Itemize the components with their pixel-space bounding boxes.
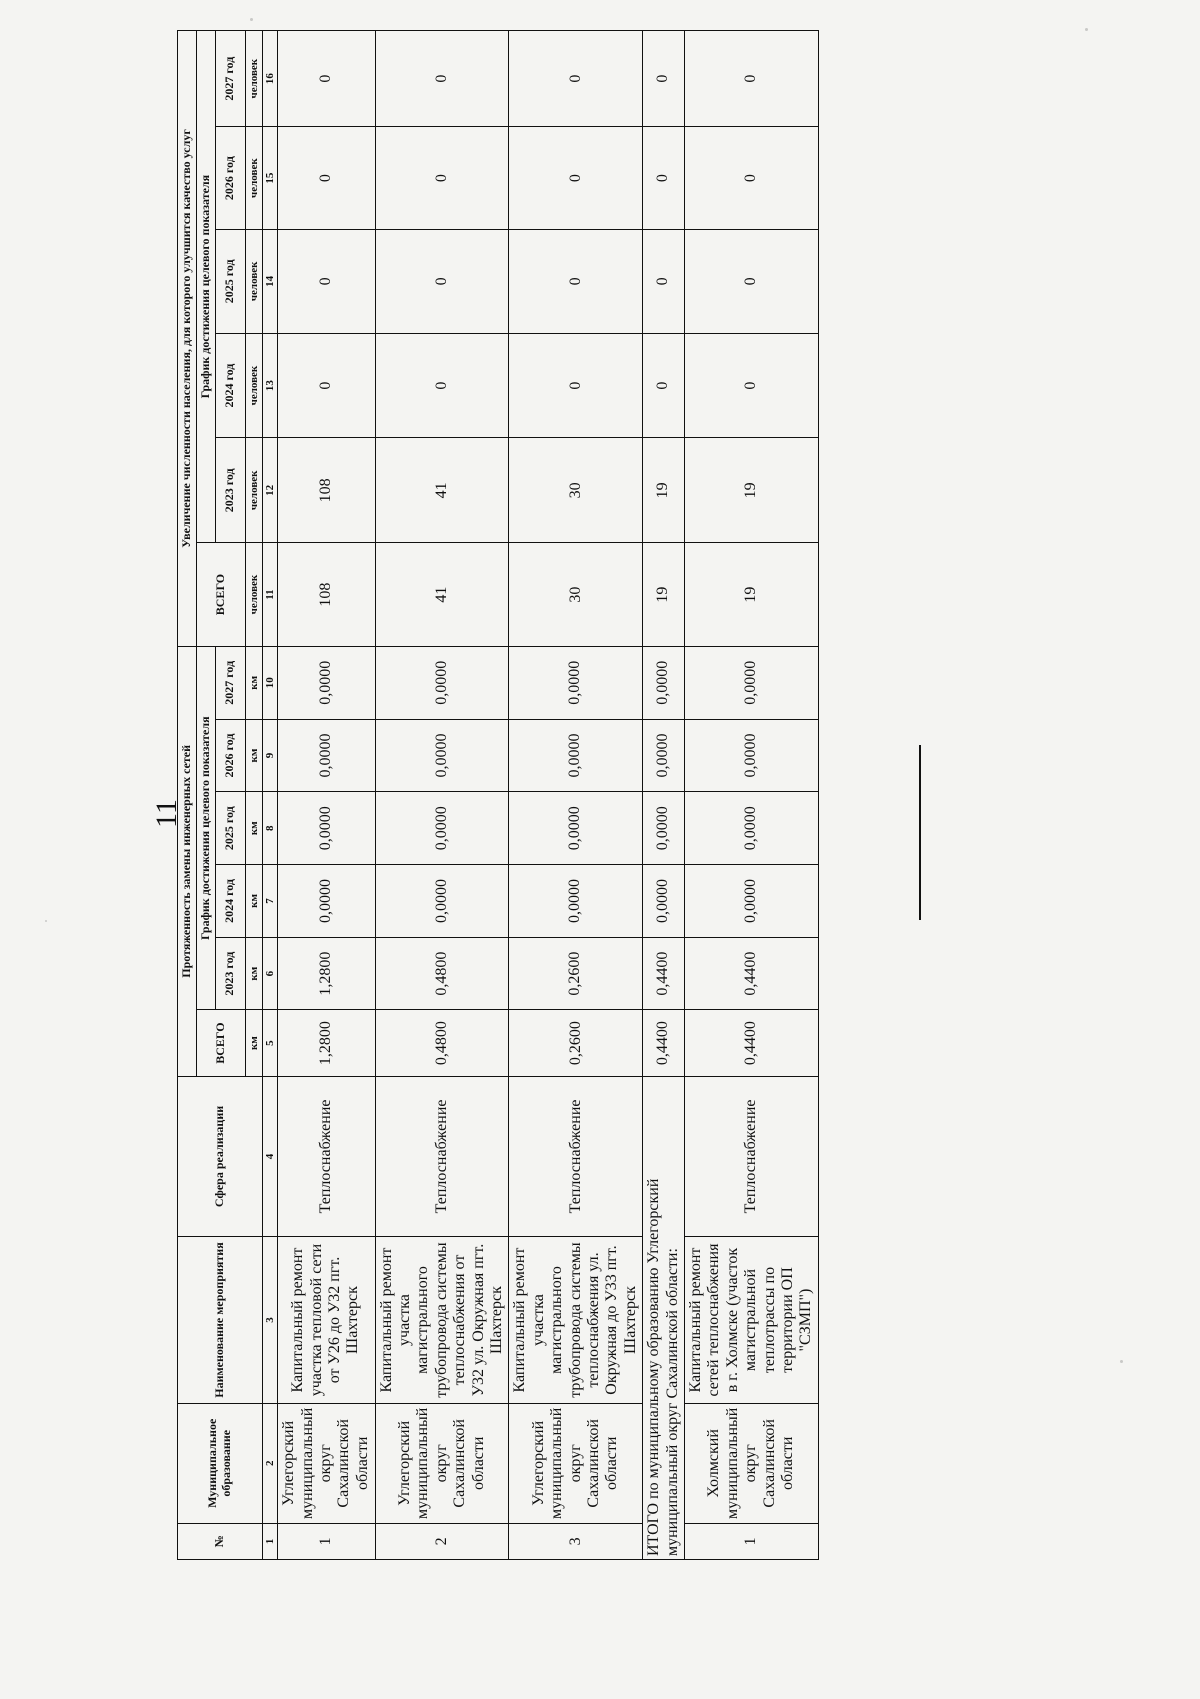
row-people-year: 0 [685,127,819,230]
row-km-year: 0,0000 [685,719,819,792]
column-number-row [262,31,277,1560]
row-km-year: 0,0000 [509,646,643,719]
table-row [277,31,375,1560]
row-municipality: Углегорский муниципальный округ Сахалинской области [277,1403,375,1523]
unit-people: человек [245,543,262,647]
row-km-year: 0,0000 [375,646,509,719]
table-row [375,31,509,1560]
row-people-total: 41 [375,543,509,647]
row-km-year: 0,0000 [277,719,375,792]
row-km-year: 0,0000 [685,792,819,865]
total-people-year: 19 [643,438,685,543]
total-people-year: 0 [643,229,685,333]
row-km-year: 1,2800 [277,937,375,1010]
row-sphere: Теплоснабжение [375,1076,509,1236]
unit-people: человек [245,127,262,230]
row-km-year: 0,4800 [375,937,509,1010]
row-activity: Капитальный ремонт участка магистрального трубопровода системы теплоснабжения ул. Окружная до У33 пгт. Шахтерск [509,1237,643,1404]
row-km-year: 0,0000 [375,792,509,865]
col-header-sphere: Сфера реализации [178,1076,263,1236]
col-number: 10 [262,646,277,719]
col-number: 12 [262,438,277,543]
row-people-year: 0 [375,333,509,438]
row-km-year: 0,2600 [509,937,643,1010]
col-number: 14 [262,229,277,333]
engineering-networks-table [177,30,819,1560]
col-number: 1 [262,1523,277,1559]
row-km-year: 0,0000 [375,865,509,938]
scan-speck [250,18,253,21]
row-municipality: Углегорский муниципальный округ Сахалинской области [375,1403,509,1523]
year-header: 2026 год [215,719,245,792]
col-number: 4 [262,1076,277,1236]
row-people-total: 108 [277,543,375,647]
row-km-year: 0,0000 [509,719,643,792]
unit-km: км [245,646,262,719]
row-sphere: Теплоснабжение [685,1076,819,1236]
year-header: 2027 год [215,646,245,719]
row-km-year: 0,0000 [277,646,375,719]
row-km-year: 0,0000 [685,646,819,719]
page-number: 11 [150,799,183,828]
row-km-total: 0,2600 [509,1010,643,1076]
col-header-no: № [178,1523,263,1559]
year-header: 2026 год [215,127,245,230]
row-no: 3 [509,1523,643,1559]
total-row [643,31,685,1560]
row-people-year: 0 [277,31,375,127]
year-header: 2024 год [215,865,245,938]
col-number: 13 [262,333,277,438]
year-header: 2027 год [215,31,245,127]
scan-speck [1085,28,1088,31]
col-number: 5 [262,1010,277,1076]
row-people-year: 0 [685,31,819,127]
total-people-year: 0 [643,31,685,127]
row-km-total: 0,4400 [685,1010,819,1076]
row-km-year: 0,0000 [277,865,375,938]
row-people-year: 0 [509,31,643,127]
row-people-year: 0 [375,229,509,333]
unit-people: человек [245,438,262,543]
total-km-year: 0,0000 [643,865,685,938]
unit-km: км [245,937,262,1010]
row-km-year: 0,0000 [277,792,375,865]
col-header-km-schedule: График достижения целевого показателя [196,646,215,1010]
row-people-total: 19 [685,543,819,647]
row-people-total: 30 [509,543,643,647]
row-people-year: 0 [509,127,643,230]
scan-speck [1120,1360,1123,1363]
col-number: 9 [262,719,277,792]
unit-km: км [245,719,262,792]
row-km-year: 0,0000 [509,865,643,938]
col-number: 8 [262,792,277,865]
row-people-year: 108 [277,438,375,543]
year-header: 2023 год [215,937,245,1010]
total-km-total: 0,4400 [643,1010,685,1076]
row-people-year: 0 [277,229,375,333]
col-header-municipality: Муниципальное образование [178,1403,263,1523]
row-km-year: 0,0000 [685,865,819,938]
rotated-table-wrapper [177,30,815,1560]
col-number: 3 [262,1237,277,1404]
row-km-total: 1,2800 [277,1010,375,1076]
year-header: 2024 год [215,333,245,438]
row-km-year: 0,0000 [509,792,643,865]
col-number: 16 [262,31,277,127]
col-number: 2 [262,1403,277,1523]
row-km-total: 0,4800 [375,1010,509,1076]
row-municipality: Углегорский муниципальный округ Сахалинской области [509,1403,643,1523]
unit-km: км [245,1010,262,1076]
row-km-year: 0,0000 [375,719,509,792]
row-sphere: Теплоснабжение [509,1076,643,1236]
row-sphere: Теплоснабжение [277,1076,375,1236]
row-people-year: 0 [509,229,643,333]
row-people-year: 0 [375,31,509,127]
col-header-population: Увеличение численности населения, для которого улучшится качество услуг [178,31,197,647]
row-no: 2 [375,1523,509,1559]
col-header-people-total: ВСЕГО [196,543,245,647]
row-people-year: 0 [685,333,819,438]
total-people-year: 0 [643,127,685,230]
row-people-year: 0 [375,127,509,230]
row-people-year: 0 [509,333,643,438]
col-header-activity: Наименование мероприятия [178,1237,263,1404]
row-people-year: 41 [375,438,509,543]
year-header: 2025 год [215,792,245,865]
row-no: 1 [685,1523,819,1559]
row-activity: Капитальный ремонт сетей теплоснабжения в г. Холмске (участок магистральной теплотрассы по территории ОП "СЗМП") [685,1237,819,1404]
col-number: 15 [262,127,277,230]
col-number: 6 [262,937,277,1010]
table-row [509,31,643,1560]
row-people-year: 0 [277,127,375,230]
year-header: 2025 год [215,229,245,333]
total-label: ИТОГО по муниципальному образованию Углегорский муниципальный округ Сахалинской области: [643,1076,685,1559]
row-activity: Капитальный ремонт участка магистрального трубопровода системы теплоснабжения от У32 ул. Окружная пгт. Шахтерск [375,1237,509,1404]
year-header: 2023 год [215,438,245,543]
unit-people: человек [245,229,262,333]
unit-km: км [245,865,262,938]
row-no: 1 [277,1523,375,1559]
table-row [685,31,819,1560]
total-km-year: 0,4400 [643,937,685,1010]
total-people-year: 0 [643,333,685,438]
unit-people: человек [245,333,262,438]
row-people-year: 0 [685,229,819,333]
row-people-year: 0 [277,333,375,438]
row-km-year: 0,4400 [685,937,819,1010]
row-people-year: 19 [685,438,819,543]
total-km-year: 0,0000 [643,792,685,865]
total-km-year: 0,0000 [643,719,685,792]
col-number: 7 [262,865,277,938]
unit-people: человек [245,31,262,127]
unit-km: км [245,792,262,865]
separator-line [919,745,921,920]
row-activity: Капитальный ремонт участка тепловой сети от У26 до У32 пгт. Шахтерск [277,1237,375,1404]
col-header-people-schedule: График достижения целевого показателя [196,31,215,543]
col-number: 11 [262,543,277,647]
row-municipality: Холмский муниципальный округ Сахалинской области [685,1403,819,1523]
col-header-pipes: Протяженность замены инженерных сетей [178,646,197,1076]
scan-speck [45,920,47,922]
total-people-total: 19 [643,543,685,647]
col-header-km-total: ВСЕГО [196,1010,245,1076]
row-people-year: 30 [509,438,643,543]
total-km-year: 0,0000 [643,646,685,719]
